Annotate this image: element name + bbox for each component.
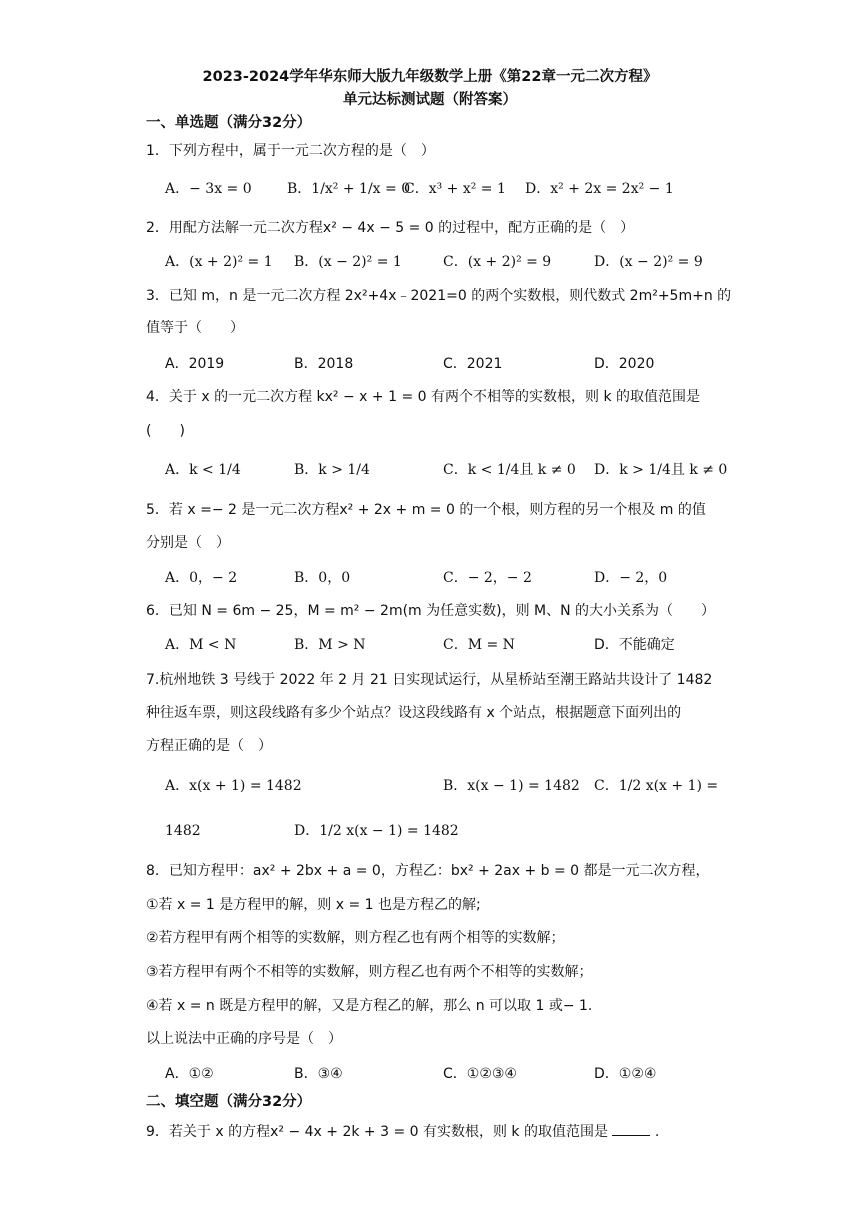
question-1-option-b: B．1/x² + 1/x = 0: [287, 181, 411, 197]
question-9: [146, 1121, 659, 1142]
answer-blank[interactable]: [612, 1121, 650, 1136]
question-3-option-d: D．2020: [594, 356, 655, 372]
question-2-option-b: B．(x − 2)² = 1: [294, 254, 402, 270]
question-2-stem: 2．用配方法解一元二次方程x² − 4x − 5 = 0 的过程中，配方正确的是（ ）: [146, 220, 635, 236]
question-4-option-c: C．k < 1/4且 k ≠ 0: [443, 462, 576, 478]
question-9-stem: 9．若关于 x 的方程x² − 4x + 2k + 3 = 0 有实数根，则 k 的取值范围是: [146, 1124, 608, 1140]
question-2-option-a: A．(x + 2)² = 1: [165, 254, 273, 270]
question-3-stem-line-2: 值等于（ ）: [146, 320, 244, 336]
question-7-option-c-continued: 1482: [165, 823, 201, 839]
question-6-stem: 6．已知 N = 6m − 25，M = m² − 2m(m 为任意实数)，则 M、N 的大小关系为（ ）: [146, 603, 716, 619]
question-8-statement-4: ④若 x = n 既是方程甲的解，又是方程乙的解，那么 n 可以取 1 或− 1.: [146, 998, 593, 1014]
question-6-option-d: D．不能确定: [594, 637, 675, 653]
question-8-statement-1: ①若 x = 1 是方程甲的解，则 x = 1 也是方程乙的解;: [146, 897, 481, 913]
question-3-option-a: A．2019: [165, 356, 225, 372]
question-4-option-d: D．k > 1/4且 k ≠ 0: [594, 462, 728, 478]
question-7-stem-line-2: 种往返车票，则这段线路有多少个站点？设这段线路有 x 个站点，根据题意下面列出的: [146, 705, 682, 721]
page-title: 2023-2024学年华东师大版九年级数学上册《第22章一元二次方程》: [202, 69, 658, 85]
page-subtitle: 单元达标测试题（附答案）: [343, 92, 517, 108]
question-8-option-d: D．①②④: [594, 1066, 657, 1082]
question-5-option-a: A．0，− 2: [165, 570, 238, 586]
question-3-option-c: C．2021: [443, 356, 503, 372]
question-4-stem-line-2: ( ): [146, 423, 185, 439]
question-5-option-c: C．− 2，− 2: [443, 570, 532, 586]
question-4-option-b: B．k > 1/4: [294, 462, 370, 478]
question-7-option-b: B．x(x − 1) = 1482: [443, 778, 580, 794]
question-9-end: .: [654, 1124, 660, 1140]
section-heading-fill-blank: 二、填空题（满分32分）: [146, 1094, 312, 1110]
question-6-option-b: B．M > N: [294, 637, 366, 653]
question-1-option-c: C．x³ + x² = 1: [404, 181, 506, 197]
question-1-stem: 1．下列方程中，属于一元二次方程的是（ ）: [146, 143, 435, 159]
question-7-stem-line-1: 7.杭州地铁 3 号线于 2022 年 2 月 21 日实现试运行，从星桥站至潮王路站共设计了 1482: [146, 672, 713, 688]
question-8-statement-3: ③若方程甲有两个不相等的实数解，则方程乙也有两个不相等的实数解；: [146, 964, 593, 980]
question-5-option-d: D．− 2，0: [594, 570, 668, 586]
question-5-option-b: B．0，0: [294, 570, 351, 586]
question-4-option-a: A．k < 1/4: [165, 462, 241, 478]
question-3-option-b: B．2018: [294, 356, 354, 372]
question-6-option-a: A．M < N: [165, 637, 237, 653]
question-8-option-a: A．①②: [165, 1066, 214, 1082]
question-1-option-a: A．− 3x = 0: [165, 181, 252, 197]
question-7-option-d: D．1/2 x(x − 1) = 1482: [294, 823, 459, 839]
question-2-option-d: D．(x − 2)² = 9: [594, 254, 703, 270]
question-8-option-b: B．③④: [294, 1066, 343, 1082]
question-3-stem-line-1: 3．已知 m，n 是一元二次方程 2x²+4x﹣2021=0 的两个实数根，则代数式 2m²+5m+n 的: [146, 288, 732, 304]
question-4-stem-line-1: 4．关于 x 的一元二次方程 kx² − x + 1 = 0 有两个不相等的实数根，则 k 的取值范围是: [146, 389, 700, 405]
question-8-stem: 8．已知方程甲：ax² + 2bx + a = 0，方程乙：bx² + 2ax + b = 0 都是一元二次方程，: [146, 863, 710, 879]
question-7-option-c: C．1/2 x(x + 1) =: [594, 778, 719, 794]
question-8-statement-2: ②若方程甲有两个相等的实数解，则方程乙也有两个相等的实数解；: [146, 930, 565, 946]
question-6-option-c: C．M = N: [443, 637, 515, 653]
section-heading-single-choice: 一、单选题（满分32分）: [146, 115, 312, 131]
question-7-option-a: A．x(x + 1) = 1482: [165, 778, 302, 794]
question-8-ask: 以上说法中正确的序号是（ ）: [146, 1031, 342, 1047]
question-1-option-d: D．x² + 2x = 2x² − 1: [525, 181, 674, 197]
question-8-option-c: C．①②③④: [443, 1066, 517, 1082]
question-2-option-c: C．(x + 2)² = 9: [443, 254, 552, 270]
question-5-stem-line-1: 5．若 x =− 2 是一元二次方程x² + 2x + m = 0 的一个根，则方程的另一个根及 m 的值: [146, 502, 706, 518]
question-5-stem-line-2: 分别是（ ）: [146, 535, 230, 551]
question-7-stem-line-3: 方程正确的是（ ）: [146, 738, 272, 754]
